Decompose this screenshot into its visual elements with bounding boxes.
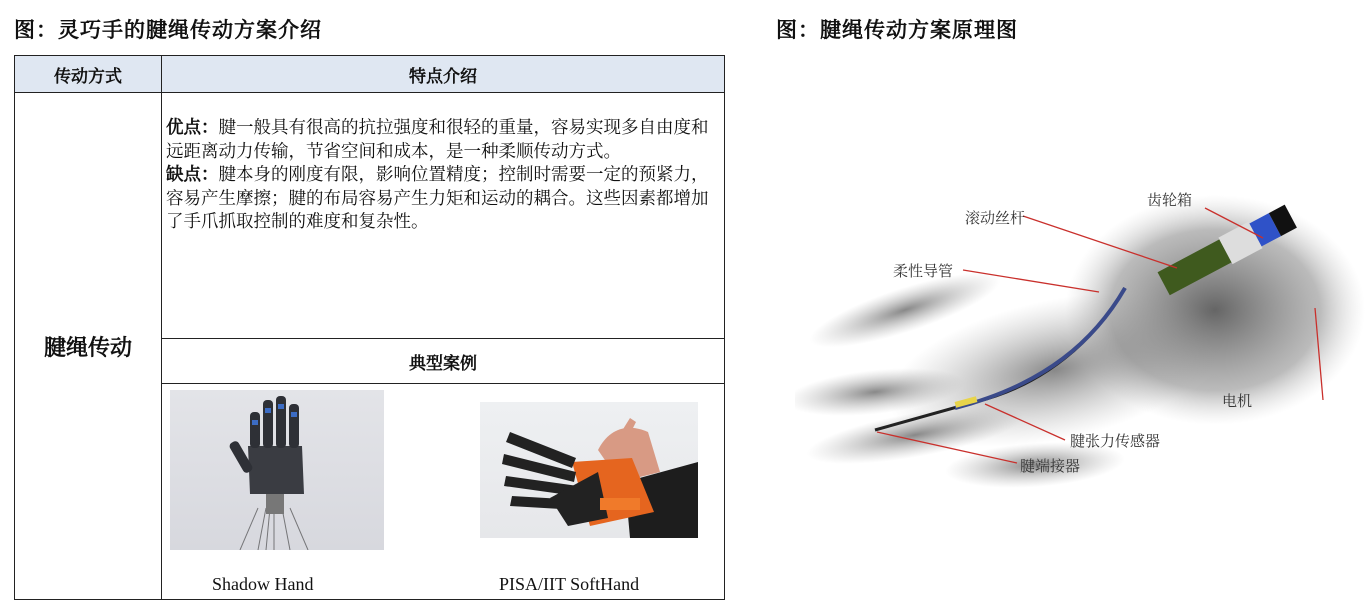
header-features: 特点介绍 xyxy=(162,56,725,93)
pros-text: 腱一般具有很高的抗拉强度和很轻的重量，容易实现多自由度和远距离动力传输，节省空间和成本，是一种柔顺传动方式。 xyxy=(166,118,709,162)
schematic-illustration xyxy=(795,180,1371,500)
pisa-iit-softhand-caption: PISA/IIT SoftHand xyxy=(499,574,640,595)
label-tendon-connector: 腱端接器 xyxy=(1020,457,1081,475)
features-description xyxy=(162,93,725,339)
pros-label: 优点： xyxy=(166,118,219,139)
label-tension-sensor: 腱张力传感器 xyxy=(1070,432,1161,450)
tendon-drive-schematic xyxy=(795,180,1371,500)
cons-text: 腱本身的刚度有限，影响位置精度；控制时需要一定的预紧力，容易产生摩擦；腱的布局容易产生力矩和运动的耦合。这些因素都增加了手爪抓取控制的难度和复杂性。 xyxy=(166,165,709,233)
pisa-iit-softhand-photo xyxy=(480,402,698,538)
tendon-drive-table xyxy=(14,55,725,600)
label-ball-screw: 滚动丝杆 xyxy=(965,209,1026,227)
header-transmission-method: 传动方式 xyxy=(15,56,162,93)
label-gearbox: 齿轮箱 xyxy=(1147,191,1193,209)
cons-label: 缺点： xyxy=(166,165,219,186)
shadow-hand-caption: Shadow Hand xyxy=(212,574,314,595)
label-flex-guide: 柔性导管 xyxy=(893,262,954,280)
cases-cell xyxy=(162,384,725,600)
right-figure-title: 图：腱绳传动方案原理图 xyxy=(776,17,1018,42)
method-cell: 腱绳传动 xyxy=(15,93,162,600)
left-figure-title: 图：灵巧手的腱绳传动方案介绍 xyxy=(14,17,322,42)
label-motor: 电机 xyxy=(1222,392,1253,410)
cases-header: 典型案例 xyxy=(162,339,725,384)
shadow-hand-photo xyxy=(170,390,384,550)
